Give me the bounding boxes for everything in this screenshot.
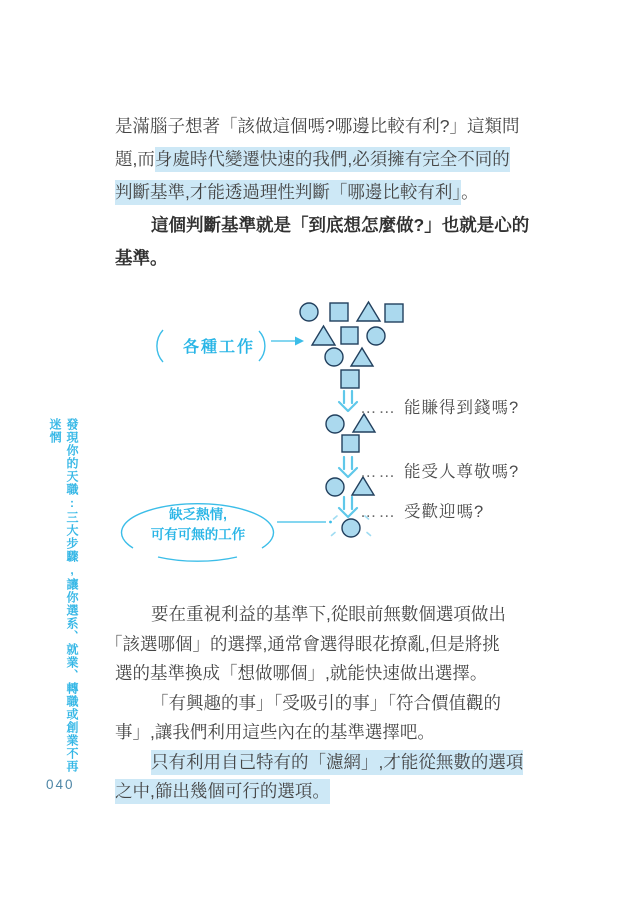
job-square-icon (341, 370, 359, 388)
body-line (115, 600, 540, 630)
oval-bottom-arc (158, 557, 237, 561)
ellipsis-dots: …… (360, 463, 397, 481)
bottom-paragraphs (105, 600, 540, 807)
bold-text: 基準。 (115, 248, 168, 268)
final-job-circle-icon (342, 519, 360, 537)
body-text: 要在重視利益的基準下,從眼前無數個選項做出 (151, 604, 506, 624)
funnel-shapes (300, 302, 403, 388)
page-number: 040 (46, 777, 75, 792)
job-circle-icon (326, 478, 344, 496)
question-text: 受歡迎嗎? (404, 503, 485, 521)
job-circle-icon (325, 348, 343, 366)
down-arrow-icon (339, 497, 357, 517)
highlighted-text: 之中,篩出幾個可行的選項。 (115, 779, 330, 804)
body-line (115, 777, 540, 807)
right-bracket-arc (259, 331, 265, 361)
source-label: 各種工作 (183, 339, 256, 356)
highlighted-text: 身處時代變遷快速的我們,必須擁有完全不同的 (155, 147, 510, 172)
job-square-icon (330, 303, 348, 321)
job-circle-icon (367, 327, 385, 345)
bold-text: 這個判斷基準就是「到底想怎麼做?」也就是心的 (151, 215, 530, 235)
job-circle-icon (300, 303, 318, 321)
ellipsis-dots: …… (360, 399, 397, 417)
body-line (115, 689, 540, 719)
job-square-icon (385, 304, 403, 322)
job-circle-icon (326, 415, 344, 433)
result-label (128, 505, 268, 545)
connector-end-dot (329, 521, 332, 524)
body-line (115, 718, 540, 748)
result-label-line1: 缺乏熱情, (169, 507, 227, 522)
job-triangle-icon (351, 348, 373, 366)
body-text: 是滿腦子想著「該做這個嗎?哪邊比較有利?」這類問 (115, 116, 520, 136)
down-arrow-icon (339, 391, 357, 411)
body-line (105, 630, 540, 660)
question-respect (360, 458, 519, 482)
remaining-shapes-step1 (326, 414, 375, 452)
body-line (115, 659, 540, 689)
job-triangle-icon (357, 302, 380, 321)
body-text: 「有興趣的事」「受吸引的事」「符合價值觀的 (151, 692, 501, 713)
result-label-line2: 可有可無的工作 (150, 527, 246, 542)
question-text: 能受人尊敬嗎? (404, 463, 520, 481)
body-text: 選的基準換成「想做哪個」,就能快速做出選擇。 (115, 663, 488, 683)
job-square-icon (341, 327, 358, 344)
chapter-sidebar-title: 發現你的天職:三大步驟,讓你選系、就業、轉職或創業不再迷惘 (48, 418, 79, 773)
body-text: 事」,讓我們利用這些內在的基準選擇吧。 (115, 722, 435, 742)
right-arrowhead-icon (295, 337, 304, 346)
ellipsis-dots: …… (360, 503, 397, 521)
body-text: 「該選哪個」的選擇,通常會選得眼花撩亂,但是將挑 (105, 633, 500, 654)
body-text: 題,而 (115, 149, 155, 169)
highlighted-text: 只有利用自己特有的「濾網」,才能從無數的選項 (151, 750, 523, 775)
body-text: 。 (461, 182, 479, 202)
question-text: 能賺得到錢嗎? (404, 399, 520, 417)
down-arrow-icon (339, 457, 357, 477)
body-line (115, 748, 540, 778)
question-popularity (360, 498, 484, 522)
job-triangle-icon (312, 326, 335, 345)
job-square-icon (342, 435, 359, 452)
question-money (360, 394, 519, 418)
left-bracket-arc (157, 330, 163, 362)
highlighted-text: 判斷基準,才能透過理性判斷「哪邊比較有利」 (115, 180, 461, 205)
